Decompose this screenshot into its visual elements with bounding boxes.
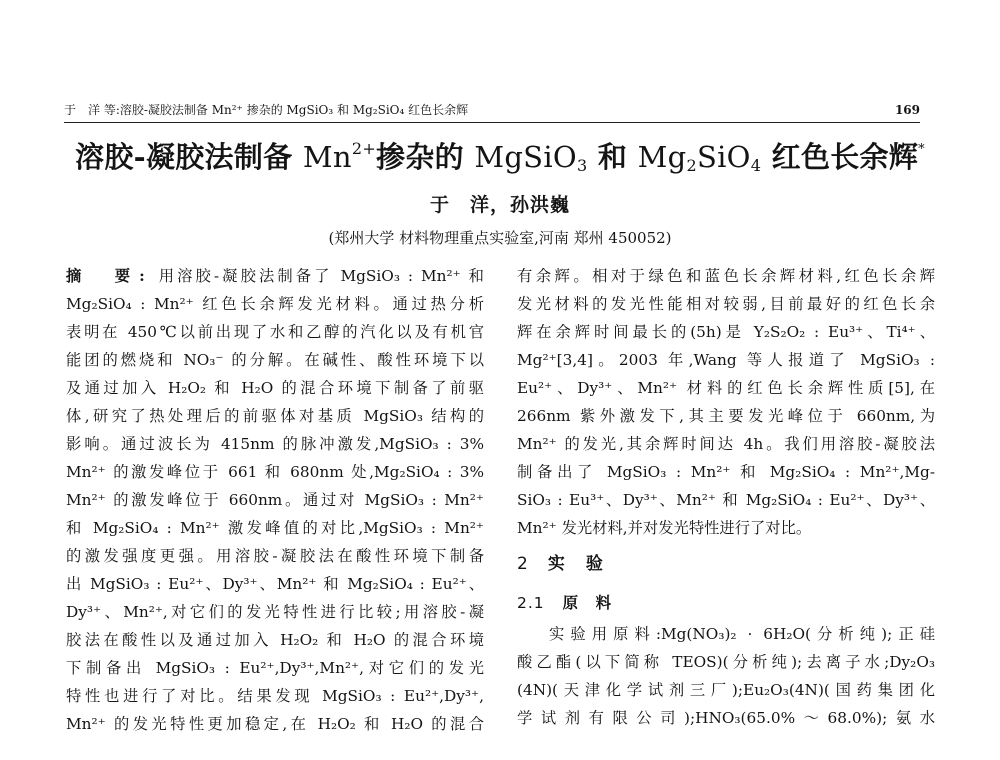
abstract-line: 出 MgSiO₃ : Eu²⁺、Dy³⁺、Mn²⁺ 和 Mg₂SiO₄ : Eu²⁺、 — [66, 575, 484, 593]
title-part: MgSiO — [474, 140, 578, 174]
section-title: 实 验 — [547, 554, 605, 574]
section-heading — [517, 542, 935, 586]
title-footnote-mark: * — [918, 142, 925, 157]
abstract-line — [66, 262, 484, 290]
title-part: 3 — [577, 156, 588, 175]
title-part: SiO — [696, 140, 751, 174]
title-part: 2+ — [351, 139, 377, 158]
left-column — [66, 262, 484, 738]
body-line: 实验用原料:Mg(NO₃)₂ · 6H₂O(分析纯);正硅 — [549, 625, 935, 643]
title-part: 和 — [587, 140, 638, 174]
running-head-text: 于 洋 等:溶胶-凝胶法制备 Mn²⁺ 掺杂的 MgSiO₃ 和 Mg₂SiO₄ 红色长余辉 — [64, 103, 469, 117]
abstract-line: 的激发强度更强。用溶胶-凝胶法在酸性环境下制备 — [66, 547, 484, 565]
abstract-line: 表明在 450℃以前出现了水和乙醇的汽化以及有机官 — [66, 323, 484, 341]
abstract-line: Mn²⁺ 的激发峰位于 660nm。通过对 MgSiO₃ : Mn²⁺ — [66, 491, 484, 509]
body-line: Mn²⁺ 的发光,其余辉时间达 4h。我们用溶胶-凝胶法 — [517, 435, 935, 453]
body-line: (4N)(天津化学试剂三厂);Eu₂O₃(4N)(国药集团化 — [517, 681, 935, 699]
abstract-line: 及通过加入 H₂O₂ 和 H₂O 的混合环境下制备了前驱 — [66, 379, 484, 397]
subsection-number: 2.1 — [517, 594, 545, 612]
title-part: 掺杂的 — [376, 140, 475, 174]
body-line: 辉在余辉时间最长的(5h)是 Y₂S₂O₂ : Eu³⁺、Ti⁴⁺、 — [517, 323, 935, 341]
body-line: 发光材料的发光性能相对较弱,目前最好的红色长余 — [517, 295, 935, 313]
abstract-line: 和 Mg₂SiO₄ : Mn²⁺ 激发峰值的对比,MgSiO₃ : Mn²⁺ — [66, 519, 484, 537]
title-part: 4 — [750, 156, 762, 175]
body-line: 制备出了 MgSiO₃ : Mn²⁺ 和 Mg₂SiO₄ : Mn²⁺,Mg- — [517, 463, 935, 481]
subsection-heading — [517, 586, 935, 620]
authors: 于 洋，孙洪巍 — [429, 194, 570, 216]
title-part: Mg — [637, 140, 687, 174]
title-part: 红色长余辉 — [761, 140, 919, 174]
paper-title — [0, 132, 1000, 175]
section-number: 2 — [517, 554, 530, 574]
abstract-line: 能团的燃烧和 NO₃⁻ 的分解。在碱性、酸性环境下以 — [66, 351, 484, 369]
body-line: SiO₃ : Eu³⁺、Dy³⁺、Mn²⁺ 和 Mg₂SiO₄ : Eu²⁺、Dy³⁺、 — [517, 491, 935, 509]
abstract-line: Dy³⁺、Mn²⁺,对它们的发光特性进行比较;用溶胶-凝 — [66, 603, 484, 621]
abstract-line: 特性也进行了对比。结果发现 MgSiO₃ : Eu²⁺,Dy³⁺, — [66, 687, 484, 705]
header-rule — [64, 122, 920, 123]
abstract-line: 胶法在酸性以及通过加入 H₂O₂ 和 H₂O 的混合环境 — [66, 631, 484, 649]
abstract-line: Mg₂SiO₄ : Mn²⁺ 红色长余辉发光材料。通过热分析 — [66, 295, 484, 313]
abstract-line-text: 用溶胶-凝胶法制备了 MgSiO₃ : Mn²⁺ 和 — [158, 267, 484, 285]
body-line: Mg²⁺[3,4]。2003 年,Wang 等人报道了 MgSiO₃ : — [517, 351, 935, 369]
abstract-line: 下制备出 MgSiO₃ : Eu²⁺,Dy³⁺,Mn²⁺,对它们的发光 — [66, 659, 484, 677]
title-part: 溶胶-凝胶法制备 — [75, 140, 303, 174]
body-line: Mn²⁺ 发光材料,并对发光特性进行了对比。 — [517, 519, 812, 537]
subsection-title: 原 料 — [562, 593, 613, 612]
abstract-line: Mn²⁺ 的发光特性更加稳定,在 H₂O₂ 和 H₂O 的混合 — [66, 715, 484, 733]
body-line: 学试剂有限公司);HNO₃(65.0%～68.0%);氨水 — [517, 709, 935, 727]
abstract-label: 摘 要: — [66, 267, 151, 285]
body-line: 有余辉。相对于绿色和蓝色长余辉材料,红色长余辉 — [517, 267, 935, 285]
body-line: Eu²⁺、Dy³⁺、Mn²⁺ 材料的红色长余辉性质[5],在 — [517, 379, 935, 397]
title-part: 2 — [686, 156, 697, 175]
abstract-line: 体,研究了热处理后的前驱体对基质 MgSiO₃ 结构的 — [66, 407, 484, 425]
right-column — [517, 262, 935, 732]
page-number: 169 — [894, 103, 920, 117]
title-part: Mn — [302, 140, 352, 174]
abstract-line: 影响。通过波长为 415nm 的脉冲激发,MgSiO₃ : 3% — [66, 435, 484, 453]
body-line: 266nm 紫外激发下,其主要发光峰位于 660nm,为 — [517, 407, 935, 425]
abstract-line: Mn²⁺ 的激发峰位于 661 和 680nm 处,Mg₂SiO₄ : 3% — [66, 463, 484, 481]
affiliation: (郑州大学 材料物理重点实验室,河南 郑州 450052) — [328, 229, 672, 247]
body-line: 酸乙酯(以下简称 TEOS)(分析纯);去离子水;Dy₂O₃ — [517, 653, 935, 671]
